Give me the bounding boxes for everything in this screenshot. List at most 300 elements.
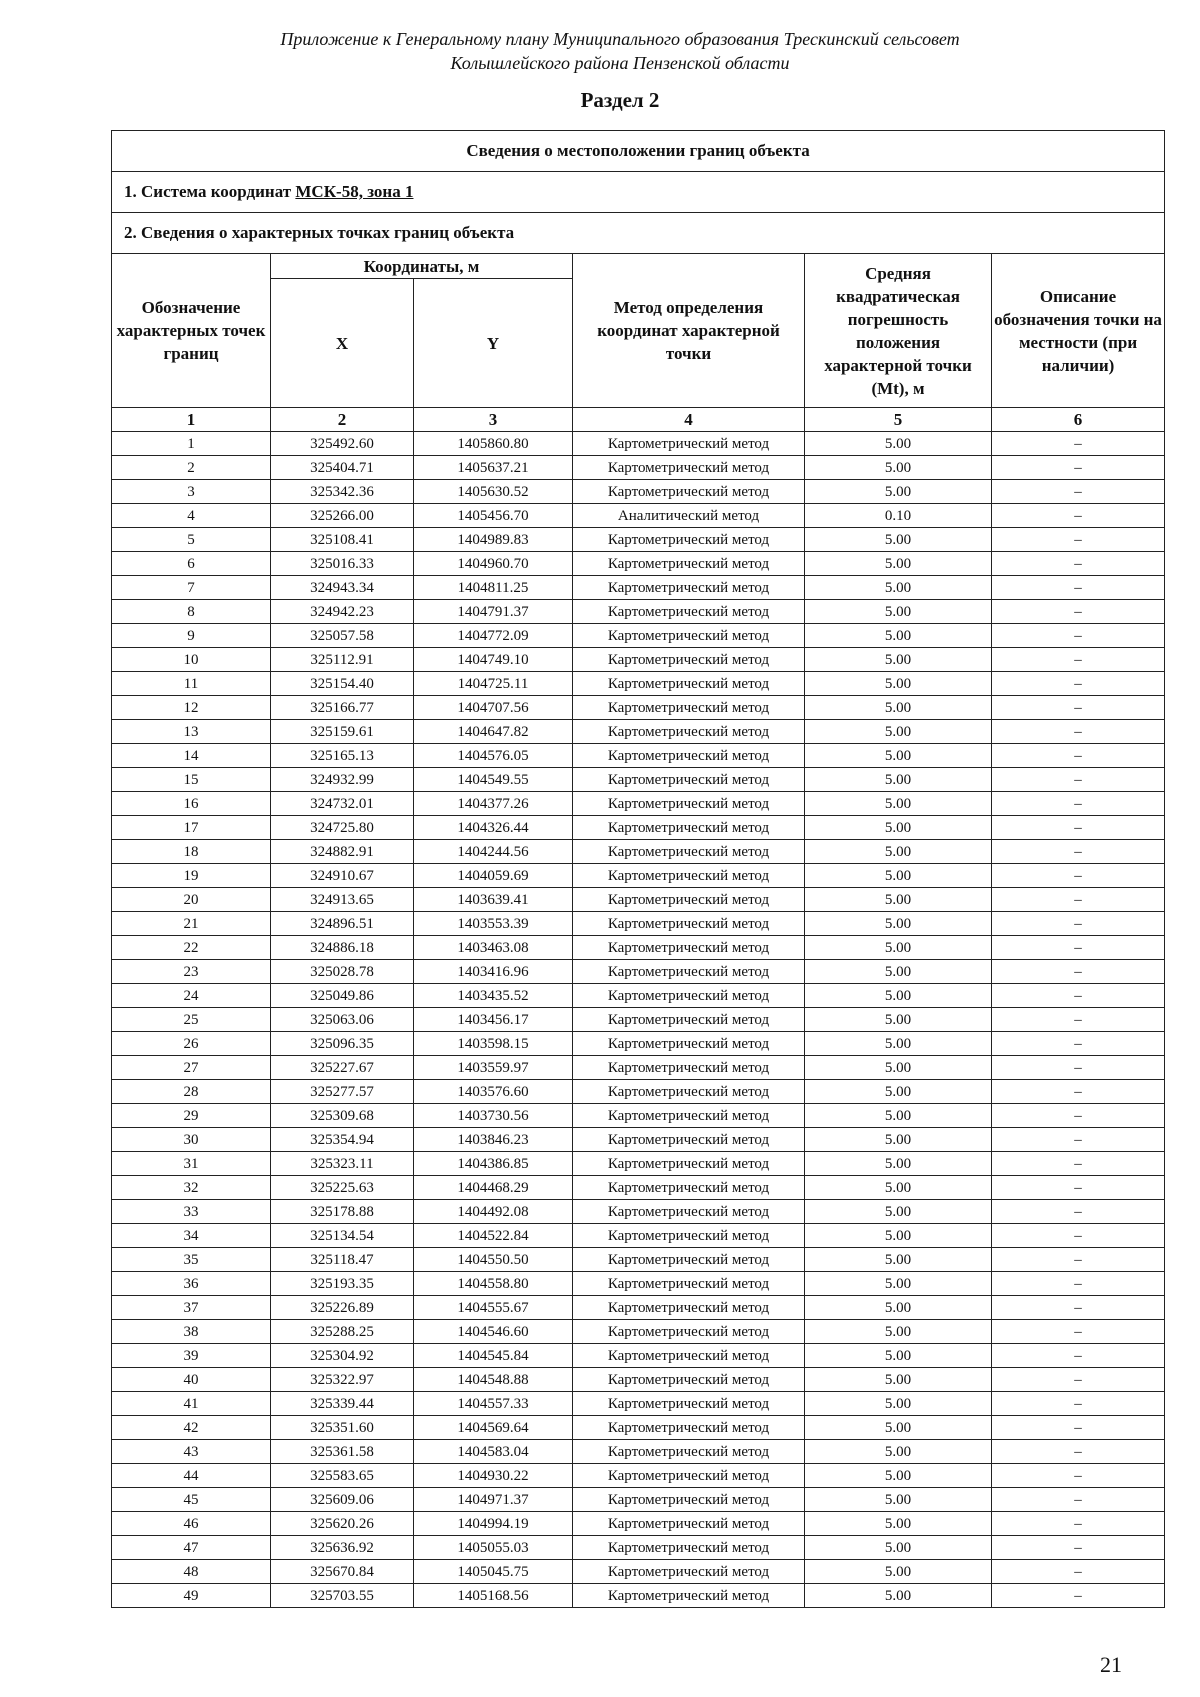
error-cell: 5.00 xyxy=(805,1320,992,1344)
x-coordinate: 324910.67 xyxy=(271,864,414,888)
table-row xyxy=(112,1128,1165,1152)
point-designation: 14 xyxy=(112,744,271,768)
description-cell: – xyxy=(992,912,1165,936)
description-cell: – xyxy=(992,1584,1165,1608)
x-coordinate: 325226.89 xyxy=(271,1296,414,1320)
y-coordinate: 1405168.56 xyxy=(414,1584,573,1608)
error-cell: 5.00 xyxy=(805,528,992,552)
point-designation: 25 xyxy=(112,1008,271,1032)
table-row xyxy=(112,1392,1165,1416)
point-designation: 8 xyxy=(112,600,271,624)
coord-system-value: МСК-58, зона 1 xyxy=(295,182,414,201)
error-cell: 5.00 xyxy=(805,1560,992,1584)
table-row xyxy=(112,648,1165,672)
col-header-description: Описание обозначения точки на местности (при наличии) xyxy=(992,254,1165,408)
point-designation: 27 xyxy=(112,1056,271,1080)
table-row xyxy=(112,888,1165,912)
error-cell: 5.00 xyxy=(805,1584,992,1608)
method-cell: Картометрический метод xyxy=(573,1104,805,1128)
y-coordinate: 1403463.08 xyxy=(414,936,573,960)
y-coordinate: 1405045.75 xyxy=(414,1560,573,1584)
description-cell: – xyxy=(992,1392,1165,1416)
method-cell: Картометрический метод xyxy=(573,936,805,960)
description-cell: – xyxy=(992,672,1165,696)
table-row xyxy=(112,1512,1165,1536)
table-title: Сведения о местоположении границ объекта xyxy=(112,131,1165,172)
method-cell: Картометрический метод xyxy=(573,816,805,840)
error-cell: 5.00 xyxy=(805,840,992,864)
point-designation: 42 xyxy=(112,1416,271,1440)
table-row xyxy=(112,1272,1165,1296)
point-designation: 17 xyxy=(112,816,271,840)
x-coordinate: 325609.06 xyxy=(271,1488,414,1512)
method-cell: Картометрический метод xyxy=(573,456,805,480)
method-cell: Картометрический метод xyxy=(573,600,805,624)
error-cell: 5.00 xyxy=(805,1416,992,1440)
description-cell: – xyxy=(992,1224,1165,1248)
table-row xyxy=(112,1152,1165,1176)
point-designation: 49 xyxy=(112,1584,271,1608)
error-cell: 5.00 xyxy=(805,1056,992,1080)
x-coordinate: 325323.11 xyxy=(271,1152,414,1176)
table-row xyxy=(112,1032,1165,1056)
y-coordinate: 1404549.55 xyxy=(414,768,573,792)
y-coordinate: 1405860.80 xyxy=(414,432,573,456)
description-cell: – xyxy=(992,1152,1165,1176)
description-cell: – xyxy=(992,1272,1165,1296)
point-designation: 11 xyxy=(112,672,271,696)
y-coordinate: 1404569.64 xyxy=(414,1416,573,1440)
method-cell: Картометрический метод xyxy=(573,840,805,864)
method-cell: Картометрический метод xyxy=(573,912,805,936)
method-cell: Картометрический метод xyxy=(573,1032,805,1056)
boundary-points-table xyxy=(111,130,1165,1608)
y-coordinate: 1403559.97 xyxy=(414,1056,573,1080)
y-coordinate: 1404647.82 xyxy=(414,720,573,744)
error-cell: 0.10 xyxy=(805,504,992,528)
method-cell: Картометрический метод xyxy=(573,1464,805,1488)
error-cell: 5.00 xyxy=(805,480,992,504)
point-designation: 39 xyxy=(112,1344,271,1368)
error-cell: 5.00 xyxy=(805,1296,992,1320)
table-row xyxy=(112,1104,1165,1128)
method-cell: Картометрический метод xyxy=(573,624,805,648)
table-row xyxy=(112,912,1165,936)
description-cell: – xyxy=(992,1512,1165,1536)
error-cell: 5.00 xyxy=(805,1008,992,1032)
x-coordinate: 325028.78 xyxy=(271,960,414,984)
error-cell: 5.00 xyxy=(805,768,992,792)
method-cell: Картометрический метод xyxy=(573,672,805,696)
y-coordinate: 1403598.15 xyxy=(414,1032,573,1056)
error-cell: 5.00 xyxy=(805,624,992,648)
description-cell: – xyxy=(992,1080,1165,1104)
table-row xyxy=(112,1536,1165,1560)
x-coordinate: 325057.58 xyxy=(271,624,414,648)
description-cell: – xyxy=(992,1176,1165,1200)
table-row xyxy=(112,1296,1165,1320)
x-coordinate: 325096.35 xyxy=(271,1032,414,1056)
column-number: 5 xyxy=(805,408,992,432)
y-coordinate: 1404377.26 xyxy=(414,792,573,816)
table-row xyxy=(112,960,1165,984)
point-designation: 37 xyxy=(112,1296,271,1320)
document-header-line-1: Приложение к Генеральному плану Муниципального образования Трескинский сельсовет xyxy=(280,29,960,49)
y-coordinate: 1403846.23 xyxy=(414,1128,573,1152)
method-cell: Картометрический метод xyxy=(573,1056,805,1080)
coord-system-row xyxy=(112,172,1165,213)
description-cell: – xyxy=(992,960,1165,984)
table-row xyxy=(112,1080,1165,1104)
y-coordinate: 1404749.10 xyxy=(414,648,573,672)
description-cell: – xyxy=(992,936,1165,960)
point-designation: 23 xyxy=(112,960,271,984)
error-cell: 5.00 xyxy=(805,672,992,696)
y-coordinate: 1405630.52 xyxy=(414,480,573,504)
method-cell: Картометрический метод xyxy=(573,1512,805,1536)
method-cell: Картометрический метод xyxy=(573,1008,805,1032)
method-cell: Картометрический метод xyxy=(573,744,805,768)
method-cell: Картометрический метод xyxy=(573,1584,805,1608)
error-cell: 5.00 xyxy=(805,1248,992,1272)
table-row xyxy=(112,1464,1165,1488)
table-row xyxy=(112,1416,1165,1440)
column-number-row xyxy=(112,408,1165,432)
description-cell: – xyxy=(992,696,1165,720)
col-header-x: X xyxy=(271,279,414,408)
y-coordinate: 1404725.11 xyxy=(414,672,573,696)
section-title: Раздел 2 xyxy=(580,88,660,112)
point-designation: 31 xyxy=(112,1152,271,1176)
method-cell: Картометрический метод xyxy=(573,552,805,576)
error-cell: 5.00 xyxy=(805,936,992,960)
error-cell: 5.00 xyxy=(805,552,992,576)
table-row xyxy=(112,432,1165,456)
method-cell: Картометрический метод xyxy=(573,1368,805,1392)
x-coordinate: 325404.71 xyxy=(271,456,414,480)
x-coordinate: 325620.26 xyxy=(271,1512,414,1536)
y-coordinate: 1404930.22 xyxy=(414,1464,573,1488)
error-cell: 5.00 xyxy=(805,864,992,888)
point-designation: 44 xyxy=(112,1464,271,1488)
method-cell: Аналитический метод xyxy=(573,504,805,528)
x-coordinate: 325492.60 xyxy=(271,432,414,456)
description-cell: – xyxy=(992,1128,1165,1152)
table-row xyxy=(112,744,1165,768)
y-coordinate: 1403576.60 xyxy=(414,1080,573,1104)
point-designation: 18 xyxy=(112,840,271,864)
method-cell: Картометрический метод xyxy=(573,1152,805,1176)
table-body xyxy=(112,432,1165,1608)
description-cell: – xyxy=(992,984,1165,1008)
x-coordinate: 325178.88 xyxy=(271,1200,414,1224)
col-header-method: Метод определения координат характерной точки xyxy=(573,254,805,408)
col-header-designation: Обозначение характерных точек границ xyxy=(112,254,271,408)
error-cell: 5.00 xyxy=(805,1392,992,1416)
y-coordinate: 1405055.03 xyxy=(414,1536,573,1560)
description-cell: – xyxy=(992,816,1165,840)
description-cell: – xyxy=(992,840,1165,864)
x-coordinate: 325134.54 xyxy=(271,1224,414,1248)
error-cell: 5.00 xyxy=(805,456,992,480)
column-number: 2 xyxy=(271,408,414,432)
error-cell: 5.00 xyxy=(805,1200,992,1224)
method-cell: Картометрический метод xyxy=(573,528,805,552)
y-coordinate: 1403435.52 xyxy=(414,984,573,1008)
point-designation: 19 xyxy=(112,864,271,888)
error-cell: 5.00 xyxy=(805,1104,992,1128)
y-coordinate: 1404548.88 xyxy=(414,1368,573,1392)
point-designation: 32 xyxy=(112,1176,271,1200)
x-coordinate: 324942.23 xyxy=(271,600,414,624)
point-designation: 7 xyxy=(112,576,271,600)
description-cell: – xyxy=(992,1008,1165,1032)
table-row xyxy=(112,1440,1165,1464)
method-cell: Картометрический метод xyxy=(573,432,805,456)
y-coordinate: 1404545.84 xyxy=(414,1344,573,1368)
description-cell: – xyxy=(992,1368,1165,1392)
method-cell: Картометрический метод xyxy=(573,1176,805,1200)
y-coordinate: 1404555.67 xyxy=(414,1296,573,1320)
description-cell: – xyxy=(992,1296,1165,1320)
method-cell: Картометрический метод xyxy=(573,720,805,744)
point-designation: 29 xyxy=(112,1104,271,1128)
table-row xyxy=(112,1248,1165,1272)
error-cell: 5.00 xyxy=(805,1176,992,1200)
y-coordinate: 1404468.29 xyxy=(414,1176,573,1200)
description-cell: – xyxy=(992,1560,1165,1584)
error-cell: 5.00 xyxy=(805,1224,992,1248)
method-cell: Картометрический метод xyxy=(573,1440,805,1464)
table-row xyxy=(112,528,1165,552)
point-designation: 12 xyxy=(112,696,271,720)
x-coordinate: 324882.91 xyxy=(271,840,414,864)
y-coordinate: 1404707.56 xyxy=(414,696,573,720)
y-coordinate: 1404492.08 xyxy=(414,1200,573,1224)
table-row xyxy=(112,1488,1165,1512)
x-coordinate: 325361.58 xyxy=(271,1440,414,1464)
table-row xyxy=(112,1368,1165,1392)
error-cell: 5.00 xyxy=(805,1128,992,1152)
table-row xyxy=(112,504,1165,528)
method-cell: Картометрический метод xyxy=(573,1224,805,1248)
error-cell: 5.00 xyxy=(805,1152,992,1176)
description-cell: – xyxy=(992,864,1165,888)
x-coordinate: 325063.06 xyxy=(271,1008,414,1032)
y-coordinate: 1404994.19 xyxy=(414,1512,573,1536)
error-cell: 5.00 xyxy=(805,1488,992,1512)
y-coordinate: 1404960.70 xyxy=(414,552,573,576)
point-designation: 38 xyxy=(112,1320,271,1344)
description-cell: – xyxy=(992,1440,1165,1464)
method-cell: Картометрический метод xyxy=(573,1344,805,1368)
error-cell: 5.00 xyxy=(805,720,992,744)
method-cell: Картометрический метод xyxy=(573,480,805,504)
error-cell: 5.00 xyxy=(805,1032,992,1056)
error-cell: 5.00 xyxy=(805,1536,992,1560)
method-cell: Картометрический метод xyxy=(573,1248,805,1272)
method-cell: Картометрический метод xyxy=(573,984,805,1008)
point-designation: 36 xyxy=(112,1272,271,1296)
point-designation: 28 xyxy=(112,1080,271,1104)
error-cell: 5.00 xyxy=(805,1368,992,1392)
description-cell: – xyxy=(992,1056,1165,1080)
y-coordinate: 1404386.85 xyxy=(414,1152,573,1176)
method-cell: Картометрический метод xyxy=(573,576,805,600)
x-coordinate: 325288.25 xyxy=(271,1320,414,1344)
x-coordinate: 324896.51 xyxy=(271,912,414,936)
description-cell: – xyxy=(992,1320,1165,1344)
x-coordinate: 325166.77 xyxy=(271,696,414,720)
table-row xyxy=(112,936,1165,960)
description-cell: – xyxy=(992,792,1165,816)
x-coordinate: 325322.97 xyxy=(271,1368,414,1392)
error-cell: 5.00 xyxy=(805,984,992,1008)
point-designation: 35 xyxy=(112,1248,271,1272)
y-coordinate: 1404522.84 xyxy=(414,1224,573,1248)
table-row xyxy=(112,840,1165,864)
point-designation: 45 xyxy=(112,1488,271,1512)
table-row xyxy=(112,552,1165,576)
column-number: 4 xyxy=(573,408,805,432)
table-row xyxy=(112,1008,1165,1032)
method-cell: Картометрический метод xyxy=(573,696,805,720)
point-designation: 40 xyxy=(112,1368,271,1392)
error-cell: 5.00 xyxy=(805,648,992,672)
table-row xyxy=(112,720,1165,744)
error-cell: 5.00 xyxy=(805,792,992,816)
table-row xyxy=(112,600,1165,624)
x-coordinate: 325342.36 xyxy=(271,480,414,504)
x-coordinate: 325112.91 xyxy=(271,648,414,672)
y-coordinate: 1404059.69 xyxy=(414,864,573,888)
table-row xyxy=(112,1344,1165,1368)
column-number: 6 xyxy=(992,408,1165,432)
point-designation: 21 xyxy=(112,912,271,936)
error-cell: 5.00 xyxy=(805,600,992,624)
y-coordinate: 1404583.04 xyxy=(414,1440,573,1464)
point-designation: 41 xyxy=(112,1392,271,1416)
error-cell: 5.00 xyxy=(805,432,992,456)
table-row xyxy=(112,696,1165,720)
method-cell: Картометрический метод xyxy=(573,1272,805,1296)
point-designation: 16 xyxy=(112,792,271,816)
error-cell: 5.00 xyxy=(805,576,992,600)
y-coordinate: 1404576.05 xyxy=(414,744,573,768)
method-cell: Картометрический метод xyxy=(573,1320,805,1344)
point-designation: 1 xyxy=(112,432,271,456)
y-coordinate: 1404557.33 xyxy=(414,1392,573,1416)
y-coordinate: 1404550.50 xyxy=(414,1248,573,1272)
table-row xyxy=(112,1560,1165,1584)
y-coordinate: 1403416.96 xyxy=(414,960,573,984)
document-header-line-2: Колышлейского района Пензенской области xyxy=(450,53,790,73)
description-cell: – xyxy=(992,1488,1165,1512)
y-coordinate: 1404326.44 xyxy=(414,816,573,840)
y-coordinate: 1405637.21 xyxy=(414,456,573,480)
x-coordinate: 324725.80 xyxy=(271,816,414,840)
description-cell: – xyxy=(992,768,1165,792)
method-cell: Картометрический метод xyxy=(573,960,805,984)
column-number: 3 xyxy=(414,408,573,432)
method-cell: Картометрический метод xyxy=(573,1488,805,1512)
error-cell: 5.00 xyxy=(805,1344,992,1368)
coord-system-label: 1. Система координат xyxy=(124,182,296,201)
point-designation: 46 xyxy=(112,1512,271,1536)
point-designation: 33 xyxy=(112,1200,271,1224)
y-coordinate: 1405456.70 xyxy=(414,504,573,528)
x-coordinate: 325225.63 xyxy=(271,1176,414,1200)
description-cell: – xyxy=(992,1248,1165,1272)
x-coordinate: 325108.41 xyxy=(271,528,414,552)
col-header-error: Средняя квадратическая погрешность положения характерной точки (Mt), м xyxy=(805,254,992,408)
error-cell: 5.00 xyxy=(805,696,992,720)
description-cell: – xyxy=(992,624,1165,648)
point-designation: 47 xyxy=(112,1536,271,1560)
point-designation: 5 xyxy=(112,528,271,552)
table-row xyxy=(112,1200,1165,1224)
x-coordinate: 325049.86 xyxy=(271,984,414,1008)
point-designation: 10 xyxy=(112,648,271,672)
error-cell: 5.00 xyxy=(805,816,992,840)
x-coordinate: 325354.94 xyxy=(271,1128,414,1152)
method-cell: Картометрический метод xyxy=(573,1536,805,1560)
description-cell: – xyxy=(992,504,1165,528)
description-cell: – xyxy=(992,480,1165,504)
x-coordinate: 325339.44 xyxy=(271,1392,414,1416)
point-designation: 20 xyxy=(112,888,271,912)
point-designation: 6 xyxy=(112,552,271,576)
description-cell: – xyxy=(992,576,1165,600)
error-cell: 5.00 xyxy=(805,1080,992,1104)
description-cell: – xyxy=(992,1416,1165,1440)
error-cell: 5.00 xyxy=(805,1464,992,1488)
column-number: 1 xyxy=(112,408,271,432)
description-cell: – xyxy=(992,1032,1165,1056)
x-coordinate: 325351.60 xyxy=(271,1416,414,1440)
table-row xyxy=(112,816,1165,840)
point-designation: 15 xyxy=(112,768,271,792)
error-cell: 5.00 xyxy=(805,912,992,936)
y-coordinate: 1404989.83 xyxy=(414,528,573,552)
col-header-coords: Координаты, м xyxy=(271,254,573,279)
description-cell: – xyxy=(992,648,1165,672)
method-cell: Картометрический метод xyxy=(573,864,805,888)
x-coordinate: 324732.01 xyxy=(271,792,414,816)
table-row xyxy=(112,864,1165,888)
table-row xyxy=(112,1176,1165,1200)
table-row xyxy=(112,792,1165,816)
table-row xyxy=(112,1224,1165,1248)
point-designation: 13 xyxy=(112,720,271,744)
x-coordinate: 324932.99 xyxy=(271,768,414,792)
method-cell: Картометрический метод xyxy=(573,792,805,816)
y-coordinate: 1403456.17 xyxy=(414,1008,573,1032)
y-coordinate: 1404811.25 xyxy=(414,576,573,600)
error-cell: 5.00 xyxy=(805,960,992,984)
description-cell: – xyxy=(992,456,1165,480)
point-designation: 34 xyxy=(112,1224,271,1248)
description-cell: – xyxy=(992,1344,1165,1368)
point-designation: 9 xyxy=(112,624,271,648)
x-coordinate: 325304.92 xyxy=(271,1344,414,1368)
point-designation: 2 xyxy=(112,456,271,480)
error-cell: 5.00 xyxy=(805,1272,992,1296)
x-coordinate: 324886.18 xyxy=(271,936,414,960)
table-row xyxy=(112,672,1165,696)
y-coordinate: 1403639.41 xyxy=(414,888,573,912)
x-coordinate: 325703.55 xyxy=(271,1584,414,1608)
